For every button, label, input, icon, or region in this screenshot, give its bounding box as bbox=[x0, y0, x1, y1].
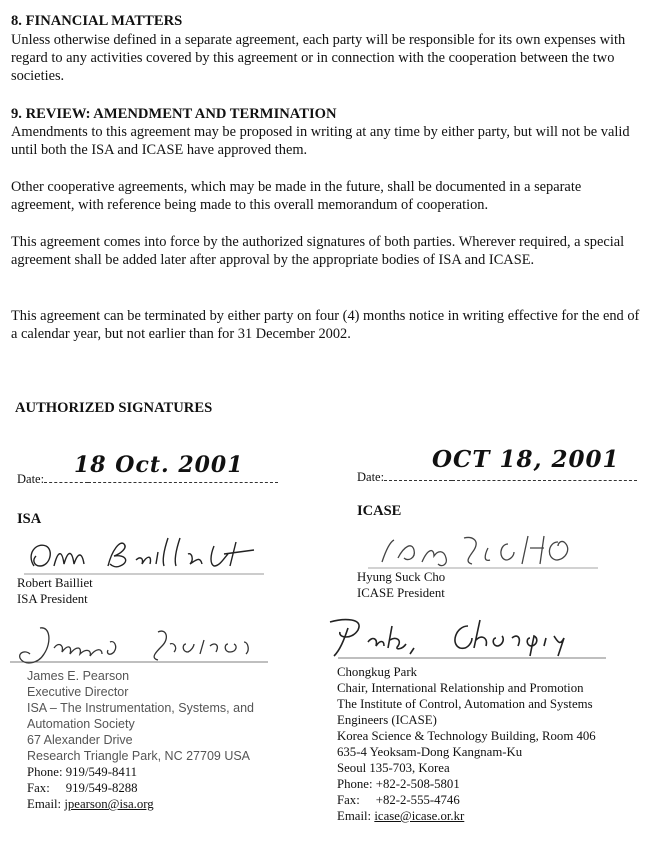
park-contact-block bbox=[337, 664, 596, 824]
pearson-email-line bbox=[27, 796, 254, 812]
icase-president-name: Hyung Suck Cho bbox=[357, 570, 446, 584]
section-9-paragraph-1: Amendments to this agreement may be proposed in writing at any time by either party, but will not be valid until both the ISA and ICASE have approved them. bbox=[11, 124, 630, 158]
park-email-link[interactable]: icase@icase.or.kr bbox=[374, 809, 465, 823]
pearson-org-line-2: Automation Society bbox=[27, 717, 135, 731]
pearson-contact-block bbox=[27, 668, 254, 812]
park-fax: Fax: +82-2-555-4746 bbox=[337, 793, 460, 807]
section-8-heading: 8. FINANCIAL MATTERS bbox=[11, 13, 183, 29]
isa-label: ISA bbox=[17, 511, 42, 527]
pearson-name: James E. Pearson bbox=[27, 669, 130, 683]
cho-signature bbox=[368, 528, 608, 572]
dashed-line bbox=[88, 482, 278, 483]
pearson-title: Executive Director bbox=[27, 685, 129, 699]
icase-label: ICASE bbox=[357, 503, 402, 519]
section-9-paragraph-4: This agreement can be terminated by either party on four (4) months notice in writing effective for the end of a calendar year, but not earlier than for 31 December 2002. bbox=[11, 308, 640, 342]
pearson-address-1: 67 Alexander Drive bbox=[27, 733, 133, 747]
dashed-line bbox=[452, 480, 637, 481]
pearson-signature bbox=[10, 622, 270, 672]
section-9-paragraph-3: This agreement comes into force by the authorized signatures of both parties. Wherever required, a special agreement shall be added later after approval by the appropriate bodies of ISA and ICASE. bbox=[11, 234, 625, 268]
isa-president-title: ISA President bbox=[17, 592, 88, 606]
park-name: Chongkug Park bbox=[337, 665, 417, 679]
park-title: Chair, International Relationship and Promotion bbox=[337, 681, 584, 695]
pearson-phone: Phone: 919/549-8411 bbox=[27, 765, 138, 779]
dashed-line bbox=[44, 482, 88, 483]
icase-date-label: Date: bbox=[357, 470, 385, 484]
section-9-paragraph-2: Other cooperative agreements, which may be made in the future, shall be documented in a separate agreement, with reference being made to this overall memorandum of cooperation. bbox=[11, 179, 582, 213]
signatures-heading: AUTHORIZED SIGNATURES bbox=[15, 400, 213, 416]
bailliet-signature bbox=[24, 530, 264, 578]
isa-president-block bbox=[17, 575, 93, 607]
park-address-1: Korea Science & Technology Building, Room 406 bbox=[337, 729, 596, 743]
section-8-body: Unless otherwise defined in a separate agreement, each party will be responsible for its own expenses with regard to any activities covered by this agreement or in connection with the cooperation between the two societies. bbox=[11, 32, 626, 84]
park-email-label: Email: bbox=[337, 809, 375, 823]
park-phone: Phone: +82-2-508-5801 bbox=[337, 777, 460, 791]
pearson-email-label: Email: bbox=[27, 797, 65, 811]
isa-president-name: Robert Bailliet bbox=[17, 576, 93, 590]
icase-president-block bbox=[357, 569, 445, 601]
section-9-heading: 9. REVIEW: AMENDMENT AND TERMINATION bbox=[11, 106, 337, 122]
pearson-org-line-1: ISA – The Instrumentation, Systems, and bbox=[27, 701, 254, 715]
park-org-line-2: Engineers (ICASE) bbox=[337, 713, 437, 727]
park-email-line bbox=[337, 808, 596, 824]
park-org-line-1: The Institute of Control, Automation and Systems bbox=[337, 697, 593, 711]
park-address-3: Seoul 135-703, Korea bbox=[337, 761, 450, 775]
icase-president-title: ICASE President bbox=[357, 586, 445, 600]
pearson-fax: Fax: 919/549-8288 bbox=[27, 781, 138, 795]
park-address-2: 635-4 Yeoksam-Dong Kangnam-Ku bbox=[337, 745, 523, 759]
icase-handwritten-date: OCT 18, 2001 bbox=[432, 446, 620, 473]
isa-handwritten-date: 18 Oct. 2001 bbox=[74, 452, 244, 478]
pearson-email-link[interactable]: jpearson@isa.org bbox=[64, 797, 154, 811]
pearson-address-2: Research Triangle Park, NC 27709 USA bbox=[27, 749, 251, 763]
dashed-line bbox=[384, 480, 452, 481]
isa-date-label: Date: bbox=[17, 472, 45, 486]
park-signature bbox=[318, 612, 608, 662]
